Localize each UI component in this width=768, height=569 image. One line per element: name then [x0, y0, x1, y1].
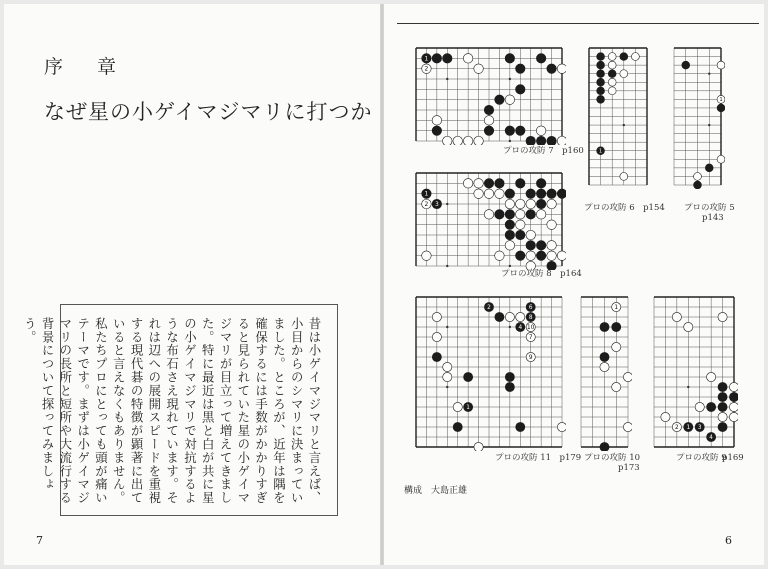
black-stone: [600, 442, 609, 451]
white-stone: [547, 199, 557, 209]
black-stone: [505, 382, 514, 391]
white-stone: [608, 61, 616, 69]
white-stone: [516, 199, 526, 209]
black-stone: [526, 241, 536, 251]
black-stone: [597, 95, 605, 103]
diagram-caption-8: プロの攻防 8 p164: [501, 269, 582, 279]
black-stone: [505, 372, 514, 381]
white-stone: [684, 322, 693, 331]
black-stone: [495, 95, 505, 105]
white-stone: [516, 312, 525, 321]
go-diagram-5: [670, 44, 725, 189]
black-stone: [526, 136, 536, 145]
white-stone: [495, 251, 505, 261]
black-stone: [620, 53, 628, 61]
move-number-label: 2: [487, 304, 491, 311]
black-stone: [432, 54, 442, 64]
black-stone: [718, 402, 727, 411]
white-stone: [620, 70, 628, 78]
white-stone: [623, 422, 632, 431]
black-stone: [505, 210, 515, 220]
white-stone: [526, 199, 536, 209]
move-number-label: 2: [675, 424, 679, 431]
black-stone: [484, 105, 494, 115]
black-stone: [526, 210, 536, 220]
black-stone: [464, 372, 473, 381]
move-number-label: 1: [686, 424, 691, 431]
chapter-title: なぜ星の小ゲイマジマリに打つか: [44, 100, 373, 124]
black-stone: [597, 87, 605, 95]
white-stone: [474, 136, 484, 145]
black-stone: [432, 352, 441, 361]
white-stone: [608, 87, 616, 95]
black-stone: [600, 352, 609, 361]
black-stone: [516, 126, 526, 136]
black-stone: [547, 189, 557, 199]
black-stone: [536, 199, 546, 209]
intro-text-box: [22, 304, 338, 516]
move-number-label: 7: [528, 334, 533, 341]
black-stone: [536, 179, 546, 189]
black-stone: [505, 54, 515, 64]
white-stone: [717, 61, 725, 69]
white-stone: [474, 179, 484, 189]
white-stone: [463, 136, 473, 145]
white-stone: [661, 412, 670, 421]
white-stone: [608, 78, 616, 86]
black-stone: [718, 382, 727, 391]
white-stone: [484, 189, 494, 199]
black-stone: [608, 70, 616, 78]
black-stone: [597, 70, 605, 78]
black-stone: [516, 64, 526, 74]
black-stone: [536, 136, 546, 145]
move-number-label: 9: [528, 354, 533, 361]
white-stone: [432, 116, 442, 126]
black-stone: [536, 54, 546, 64]
white-stone: [516, 210, 526, 220]
white-stone: [718, 412, 727, 421]
move-number-label: 2: [424, 65, 429, 73]
black-stone: [484, 126, 494, 136]
white-stone: [505, 95, 515, 105]
move-number-label: 1: [719, 97, 723, 104]
black-stone: [729, 392, 738, 401]
white-stone: [547, 241, 557, 251]
white-stone: [422, 251, 432, 261]
black-stone: [718, 422, 727, 431]
white-stone: [695, 402, 704, 411]
white-stone: [443, 372, 452, 381]
move-number-label: 3: [697, 424, 702, 431]
chapter-heading: 序 章: [44, 56, 131, 78]
white-stone: [495, 189, 505, 199]
white-stone: [516, 220, 526, 230]
black-stone: [453, 422, 462, 431]
move-number-label: 6: [528, 304, 533, 311]
white-stone: [443, 136, 453, 145]
black-stone: [536, 189, 546, 199]
black-stone: [557, 189, 566, 199]
white-stone: [557, 64, 566, 74]
white-stone: [707, 372, 716, 381]
white-stone: [600, 362, 609, 371]
white-stone: [557, 136, 566, 145]
white-stone: [672, 312, 681, 321]
move-number-label: 1: [614, 304, 619, 311]
diagram-caption-6: プロの攻防 6 p154: [584, 203, 665, 213]
diagram-page-9: p169: [722, 453, 744, 463]
black-stone: [597, 61, 605, 69]
black-stone: [536, 251, 546, 261]
page-number-left: 7: [36, 534, 43, 547]
move-number-label: 1: [599, 148, 603, 155]
white-stone: [505, 312, 514, 321]
black-stone: [682, 61, 690, 69]
go-diagram-11: [412, 293, 566, 451]
black-stone: [694, 181, 702, 189]
white-stone: [474, 442, 483, 451]
white-stone: [463, 179, 473, 189]
move-number-label: 2: [424, 200, 429, 208]
credit-line: 構成 大島正雄: [404, 486, 468, 496]
black-stone: [600, 322, 609, 331]
move-number-label: 3: [434, 200, 439, 208]
diagram-page-10: p173: [618, 463, 640, 473]
move-number-label: 1: [424, 190, 429, 198]
black-stone: [432, 126, 442, 136]
white-stone: [717, 155, 725, 163]
black-stone: [536, 241, 546, 251]
black-stone: [505, 220, 515, 230]
black-stone: [547, 136, 557, 145]
white-stone: [463, 54, 473, 64]
white-stone: [484, 210, 494, 220]
black-stone: [505, 189, 515, 199]
black-stone: [516, 179, 526, 189]
go-diagram-8: [412, 169, 566, 270]
black-stone: [516, 230, 526, 240]
black-stone: [526, 189, 536, 199]
white-stone: [608, 53, 616, 61]
white-stone: [484, 116, 494, 126]
diagram-caption-7: プロの攻防 7 p160: [503, 146, 584, 156]
go-diagram-6: [585, 44, 651, 189]
black-stone: [705, 164, 713, 172]
white-stone: [526, 230, 536, 240]
black-stone: [547, 64, 557, 74]
move-number-label: 8: [528, 314, 533, 321]
diagram-page-5: p143: [702, 213, 724, 223]
black-stone: [597, 78, 605, 86]
black-stone: [718, 392, 727, 401]
white-stone: [474, 64, 484, 74]
black-stone: [505, 126, 515, 136]
black-stone: [516, 422, 525, 431]
white-stone: [729, 402, 738, 411]
white-stone: [612, 342, 621, 351]
move-number-label: 4: [518, 324, 523, 331]
black-stone: [612, 322, 621, 331]
move-number-label: 10: [527, 324, 535, 331]
black-stone: [443, 54, 453, 64]
black-stone: [505, 230, 515, 240]
go-diagram-7: [412, 44, 566, 145]
move-number-label: 1: [466, 404, 470, 411]
white-stone: [505, 241, 515, 251]
white-stone: [474, 189, 484, 199]
white-stone: [453, 136, 463, 145]
white-stone: [729, 412, 738, 421]
black-stone: [707, 402, 716, 411]
white-stone: [443, 362, 452, 371]
black-stone: [597, 53, 605, 61]
black-stone: [495, 312, 504, 321]
white-stone: [536, 210, 546, 220]
white-stone: [623, 372, 632, 381]
intro-body-text: 昔は小ゲイマジマリと言えば、小目からのシマリに決まっていました。ところが、近年は隅を確保するには手数がかかりすぎると見られていた星の小ゲイマジマリが目立って増えてきました。特に最近は黒と白が共に星の小ゲイマジマリで対抗するような布石さえ現れています。それは辺への展開スピードを重視する現代碁の特徴が顕著に出ていると言えなくもありません。私たちプロにとっても頭が痛いテーマです。まずは小ゲイマジマリの長所と短所や大流行する背景について探ってみましょう。: [22, 317, 322, 505]
white-stone: [729, 382, 738, 391]
white-stone: [432, 312, 441, 321]
white-stone: [547, 220, 557, 230]
left-page: [4, 4, 380, 565]
black-stone: [495, 179, 505, 189]
white-stone: [453, 402, 462, 411]
black-stone: [495, 210, 505, 220]
go-diagram-10: [577, 293, 632, 451]
white-stone: [547, 251, 557, 261]
right-page: [384, 4, 764, 565]
white-stone: [557, 422, 566, 431]
black-stone: [516, 251, 526, 261]
black-stone: [484, 179, 494, 189]
black-stone: [516, 85, 526, 95]
move-number-label: 1: [424, 55, 429, 63]
header-rule: [397, 23, 759, 24]
move-number-label: 4: [709, 434, 713, 441]
white-stone: [505, 199, 515, 209]
black-stone: [717, 104, 725, 112]
white-stone: [620, 172, 628, 180]
go-diagram-9: [650, 293, 738, 451]
white-stone: [432, 332, 441, 341]
diagram-caption-11: プロの攻防 11 p179: [495, 453, 582, 463]
diagram-caption-5: プロの攻防 5: [684, 203, 735, 213]
white-stone: [694, 172, 702, 180]
white-stone: [631, 53, 639, 61]
white-stone: [612, 382, 621, 391]
diagram-caption-10: プロの攻防 10: [584, 453, 641, 463]
page-number-right: 6: [725, 534, 732, 547]
white-stone: [557, 251, 566, 261]
white-stone: [718, 312, 727, 321]
white-stone: [536, 126, 546, 136]
diagram-caption-9: プロの攻防 9: [676, 453, 727, 463]
white-stone: [526, 251, 536, 261]
